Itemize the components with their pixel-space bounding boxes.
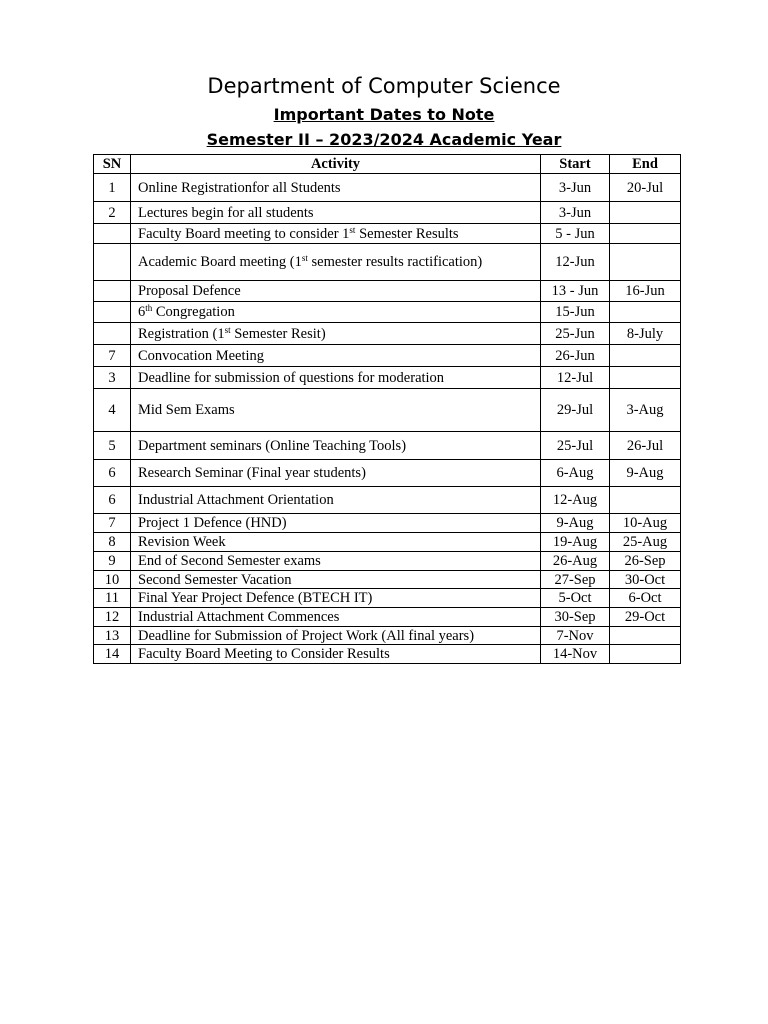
cell-start: 5 - Jun xyxy=(541,224,610,244)
cell-sn: 13 xyxy=(94,627,131,645)
cell-end xyxy=(610,487,681,514)
cell-end: 6-Oct xyxy=(610,589,681,608)
table-row xyxy=(94,244,681,281)
cell-end: 3-Aug xyxy=(610,389,681,432)
cell-start: 30-Sep xyxy=(541,608,610,627)
cell-end xyxy=(610,645,681,664)
cell-start: 12-Aug xyxy=(541,487,610,514)
cell-activity: Proposal Defence xyxy=(131,281,541,302)
cell-activity: 6th Congregation xyxy=(131,302,541,323)
cell-activity: Registration (1st Semester Resit) xyxy=(131,323,541,345)
table-row xyxy=(94,552,681,571)
cell-sn: 5 xyxy=(94,432,131,460)
cell-start: 14-Nov xyxy=(541,645,610,664)
cell-sn xyxy=(94,323,131,345)
cell-end xyxy=(610,367,681,389)
table-row xyxy=(94,202,681,224)
cell-activity: Faculty Board Meeting to Consider Results xyxy=(131,645,541,664)
cell-activity: Revision Week xyxy=(131,533,541,552)
table-row xyxy=(94,514,681,533)
cell-start: 7-Nov xyxy=(541,627,610,645)
cell-start: 3-Jun xyxy=(541,174,610,202)
cell-end: 26-Jul xyxy=(610,432,681,460)
cell-start: 13 - Jun xyxy=(541,281,610,302)
cell-end: 20-Jul xyxy=(610,174,681,202)
table-row xyxy=(94,627,681,645)
table-row xyxy=(94,487,681,514)
cell-sn: 12 xyxy=(94,608,131,627)
cell-sn: 11 xyxy=(94,589,131,608)
cell-end: 16-Jun xyxy=(610,281,681,302)
cell-start: 25-Jul xyxy=(541,432,610,460)
cell-start: 27-Sep xyxy=(541,571,610,589)
cell-activity: Online Registrationfor all Students xyxy=(131,174,541,202)
cell-activity: Deadline for Submission of Project Work (All final years) xyxy=(131,627,541,645)
document-subtitle: Important Dates to Note xyxy=(273,105,495,124)
cell-start: 26-Jun xyxy=(541,345,610,367)
cell-start: 6-Aug xyxy=(541,460,610,487)
table-header-row xyxy=(94,155,681,174)
cell-activity: Industrial Attachment Orientation xyxy=(131,487,541,514)
cell-sn: 6 xyxy=(94,460,131,487)
cell-start: 12-Jun xyxy=(541,244,610,281)
cell-sn: 14 xyxy=(94,645,131,664)
cell-sn: 1 xyxy=(94,174,131,202)
semester-heading: Semester II – 2023/2024 Academic Year xyxy=(206,130,562,149)
cell-end: 29-Oct xyxy=(610,608,681,627)
cell-sn xyxy=(94,224,131,244)
cell-sn: 3 xyxy=(94,367,131,389)
cell-start: 25-Jun xyxy=(541,323,610,345)
cell-end: 10-Aug xyxy=(610,514,681,533)
cell-start: 19-Aug xyxy=(541,533,610,552)
table-row xyxy=(94,174,681,202)
table-row xyxy=(94,432,681,460)
cell-end xyxy=(610,627,681,645)
cell-end xyxy=(610,224,681,244)
table-row xyxy=(94,302,681,323)
cell-start: 26-Aug xyxy=(541,552,610,571)
cell-sn xyxy=(94,244,131,281)
table-row xyxy=(94,589,681,608)
cell-activity: Mid Sem Exams xyxy=(131,389,541,432)
important-dates-table xyxy=(93,154,681,664)
column-header-start: Start xyxy=(541,155,610,174)
cell-activity: Industrial Attachment Commences xyxy=(131,608,541,627)
table-row xyxy=(94,281,681,302)
column-header-activity: Activity xyxy=(131,155,541,174)
cell-end: 30-Oct xyxy=(610,571,681,589)
cell-activity: Second Semester Vacation xyxy=(131,571,541,589)
cell-start: 29-Jul xyxy=(541,389,610,432)
cell-sn: 2 xyxy=(94,202,131,224)
cell-sn: 7 xyxy=(94,514,131,533)
cell-sn xyxy=(94,302,131,323)
table-row xyxy=(94,323,681,345)
cell-sn: 7 xyxy=(94,345,131,367)
table-row xyxy=(94,608,681,627)
cell-start: 12-Jul xyxy=(541,367,610,389)
cell-end: 26-Sep xyxy=(610,552,681,571)
cell-start: 15-Jun xyxy=(541,302,610,323)
cell-activity: Deadline for submission of questions for moderation xyxy=(131,367,541,389)
column-header-end: End xyxy=(610,155,681,174)
cell-activity: Academic Board meeting (1st semester results ractification) xyxy=(131,244,541,281)
table-row xyxy=(94,367,681,389)
cell-end: 8-July xyxy=(610,323,681,345)
table-row xyxy=(94,224,681,244)
cell-sn: 10 xyxy=(94,571,131,589)
cell-activity: Project 1 Defence (HND) xyxy=(131,514,541,533)
cell-start: 3-Jun xyxy=(541,202,610,224)
cell-end xyxy=(610,202,681,224)
cell-end xyxy=(610,345,681,367)
table-row xyxy=(94,571,681,589)
cell-end xyxy=(610,302,681,323)
cell-activity: Research Seminar (Final year students) xyxy=(131,460,541,487)
cell-start: 5-Oct xyxy=(541,589,610,608)
table-row xyxy=(94,345,681,367)
cell-end xyxy=(610,244,681,281)
cell-activity: Final Year Project Defence (BTECH IT) xyxy=(131,589,541,608)
cell-activity: Convocation Meeting xyxy=(131,345,541,367)
cell-end: 25-Aug xyxy=(610,533,681,552)
cell-sn: 8 xyxy=(94,533,131,552)
table-row xyxy=(94,389,681,432)
cell-start: 9-Aug xyxy=(541,514,610,533)
cell-end: 9-Aug xyxy=(610,460,681,487)
cell-sn: 4 xyxy=(94,389,131,432)
cell-activity: Lectures begin for all students xyxy=(131,202,541,224)
table-row xyxy=(94,533,681,552)
cell-activity: Department seminars (Online Teaching Tools) xyxy=(131,432,541,460)
cell-sn: 6 xyxy=(94,487,131,514)
cell-sn: 9 xyxy=(94,552,131,571)
column-header-sn: SN xyxy=(94,155,131,174)
cell-activity: Faculty Board meeting to consider 1st Semester Results xyxy=(131,224,541,244)
table-row xyxy=(94,645,681,664)
cell-sn xyxy=(94,281,131,302)
document-title: Department of Computer Science xyxy=(207,74,561,98)
table-row xyxy=(94,460,681,487)
cell-activity: End of Second Semester exams xyxy=(131,552,541,571)
